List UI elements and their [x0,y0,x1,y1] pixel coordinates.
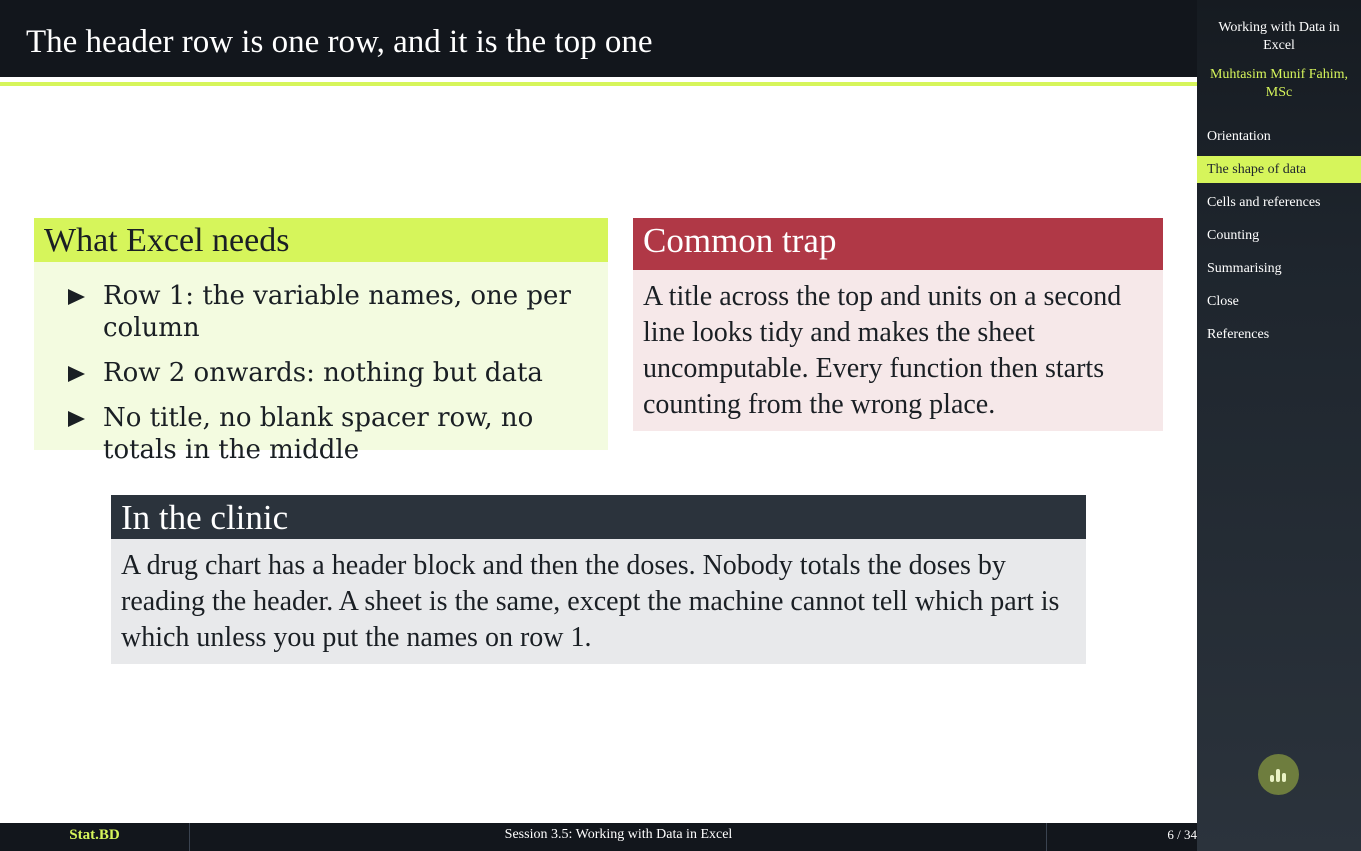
footer-brand: Stat.BD [0,823,190,851]
footer-session-title: Session 3.5: Working with Data in Excel [191,823,1047,851]
header-accent-rule [0,82,1197,86]
block-in-the-clinic [111,495,1086,664]
block-body: A drug chart has a header block and then the doses. Nobody totals the doses by reading the header. A sheet is the same, except the machine cannot tell which part is which unless you put the names on row 1. [121,550,1060,653]
block-title: In the clinic [111,495,1086,539]
block-what-excel-needs [34,218,608,465]
bullet-triangle-icon [68,289,85,305]
list-item-text: No title, no blank spacer row, no totals in the middle [103,403,534,465]
sidebar-item-close[interactable]: Close [1207,294,1239,309]
sidebar-nav [1197,120,1361,351]
bar-chart-icon [1258,754,1299,795]
sidebar-item-shape-of-data[interactable]: The shape of data [1197,156,1361,183]
block-title: What Excel needs [34,218,608,262]
bullet-triangle-icon [68,411,85,427]
footer-page-number: 6 / 34 [1167,827,1197,842]
list-item-text: Row 1: the variable names, one per column [103,281,571,343]
bullet-triangle-icon [68,366,85,382]
slide-footer [0,823,1197,851]
list-item [68,402,578,466]
list-item-text: Row 2 onwards: nothing but data [103,358,543,388]
sidebar-item-cells-and-references[interactable]: Cells and references [1207,195,1321,210]
sidebar-item-counting[interactable]: Counting [1207,228,1260,243]
sidebar-item-summarising[interactable]: Summarising [1207,261,1282,276]
block-title: Common trap [633,218,1163,270]
block-common-trap [633,218,1163,431]
sidebar-item-orientation[interactable]: Orientation [1207,129,1271,144]
slide-title: The header row is one row, and it is the top one [26,24,653,60]
needs-list [34,262,608,466]
sidebar [1197,0,1361,851]
sidebar-item-references[interactable]: References [1207,327,1270,342]
sidebar-author: Muhtasim Munif Fahim, MSc [1209,67,1349,100]
list-item [68,357,578,389]
list-item [68,280,578,344]
slide-header [0,0,1197,77]
sidebar-presentation-title[interactable]: Working with Data in Excel [1218,20,1340,53]
block-body: A title across the top and units on a second line looks tidy and makes the sheet uncomputable. Every function then starts counting from the wrong place. [643,281,1122,420]
